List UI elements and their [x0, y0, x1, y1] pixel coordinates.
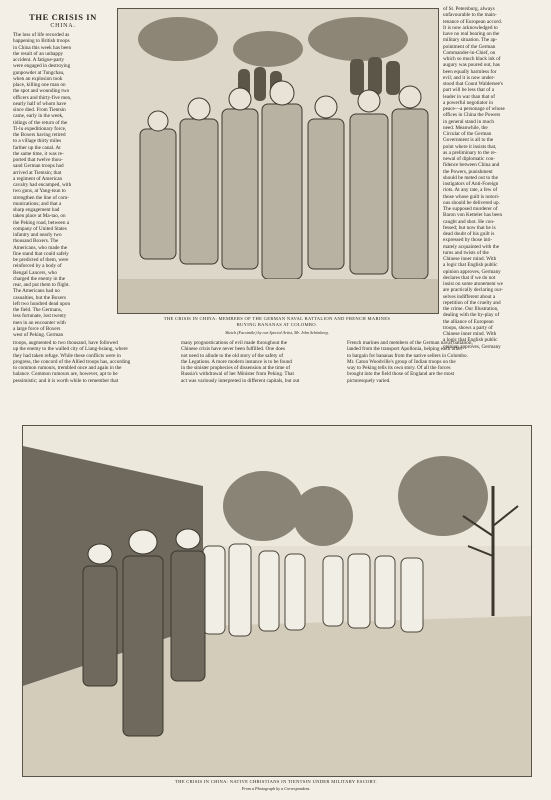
text-line: instigators of Anti-Foreign — [443, 181, 499, 187]
text-line: Circular of the German — [443, 131, 492, 137]
text-line: need. Meanwhile, the — [443, 124, 488, 131]
text-line: evil; and it is now under- — [443, 74, 495, 81]
text-line: a powerful negotiator in — [443, 99, 493, 106]
text-line: casualties, but the Boxers — [13, 294, 67, 301]
text-line: are practically declaring our- — [443, 287, 503, 294]
text-line: expressed by those inti- — [443, 237, 493, 244]
text-line: charged the enemy in the — [13, 275, 66, 282]
text-line: part will be less that of a — [443, 87, 494, 94]
text-line: the alliance of European — [443, 318, 494, 325]
text-line: military situation. The ap- — [443, 37, 498, 44]
text-line: unfavourable to the main- — [443, 12, 497, 19]
text-line: to common rumours, trembled once and again in the — [13, 365, 122, 371]
bottom-text-column-2 — [181, 340, 339, 384]
text-line: many prognostications of evil made throughout the — [181, 340, 288, 346]
text-line: not need to allude to the old story of the safety of — [181, 352, 284, 359]
text-line: ported that twelve thou- — [13, 157, 63, 163]
text-line: the field. The Germans, — [13, 307, 63, 313]
right-article-column — [443, 6, 539, 350]
text-line: Russia's withdrawal of her Minister from Peking. That — [181, 371, 294, 378]
text-line: The loss of life recorded as — [13, 32, 70, 38]
text-line: be predicted of them, were — [13, 257, 69, 263]
text-line: brought into the field those of England are the most — [347, 371, 455, 378]
text-line: Chinese crisis have never been fulfilled. One does — [181, 346, 286, 353]
text-line: tenance of European accord. — [443, 18, 503, 25]
text-line: strengthen the line of com- — [13, 194, 69, 201]
left-article-column — [13, 32, 111, 338]
bananas-market-engraving — [118, 9, 438, 313]
text-line: the crime. Our Illustration, — [443, 306, 499, 312]
text-line: of St. Petersburg, always — [443, 6, 495, 12]
text-line: declares that if we do not — [443, 274, 496, 281]
text-line: way to Peking tells its own story. Of all the forces — [347, 365, 451, 371]
text-line: the Boxers having retired — [13, 132, 66, 138]
text-line: to a village thirty miles — [13, 138, 62, 145]
text-line: reinforced by a body of — [13, 263, 62, 270]
bottom-text-column-1 — [13, 340, 171, 384]
text-line: a logic that English public — [443, 337, 498, 344]
text-line: in the sinister prophecies of dissension at the time of — [181, 365, 291, 371]
text-line: came, early in the week, — [13, 113, 64, 120]
text-line: fidence between China and — [443, 162, 500, 169]
text-line: a regiment of American — [13, 175, 63, 182]
text-line: troops, shows a party of — [443, 324, 493, 331]
text-line: since died. From Tientsin — [13, 107, 66, 113]
text-line: progress, the concord of the Allied troops has, according — [13, 358, 131, 365]
text-line: act was variously interpreted in different capitals, but out — [181, 377, 300, 384]
text-line: to bargain for bananas from the native sellers in Colombo. — [347, 352, 468, 359]
text-line: Commander-in-Chief, on — [443, 49, 496, 56]
text-line: offices in China the Powers — [443, 112, 501, 119]
text-line: opinion approves, Germany — [443, 343, 501, 350]
text-line: Americans, who made the — [13, 244, 68, 251]
text-line: sharp engagement had — [13, 207, 60, 213]
text-line: pointment of the German — [443, 43, 496, 50]
text-line: a large force of Boxers — [13, 325, 61, 332]
page-title: THE CRISIS IN — [29, 12, 97, 22]
text-line: gunpowder at Tungchau, — [13, 69, 65, 76]
text-line: west of Peking. German — [13, 332, 64, 338]
top-illustration-credit: Sketch (Facsimile) by our Special Artist, Mr. John Schönberg. — [225, 330, 329, 335]
text-line: Bengal Lancers, who — [13, 269, 57, 276]
text-line: French marines and members of the German naval battalion, — [347, 340, 473, 346]
text-line: up the enemy to the walled city of Liang-hsiang, where — [13, 346, 128, 353]
text-line: pessimistic; and it is worth while to remember that — [13, 377, 119, 384]
text-line: leader in war than that of — [443, 93, 495, 100]
bottom-illustration-caption: THE CRISIS IN CHINA: NATIVE CHRISTIANS IN TIENTSIN UNDER MILITARY ESCORT. — [175, 779, 377, 784]
text-line: less fortunate, lost twenty — [13, 313, 67, 320]
text-line: opinion approves, Germany — [443, 268, 501, 275]
text-line: mately acquainted with the — [443, 243, 500, 250]
text-line: stood that Count Waldersee's — [443, 81, 503, 87]
text-line: fine stand that could safely — [13, 250, 69, 257]
text-line: munications; and that a — [13, 200, 62, 207]
text-line: company of United States — [13, 225, 67, 232]
text-line: two guns, at Yang-tsun to — [13, 188, 66, 195]
text-line: happening to British troops — [13, 38, 70, 45]
text-line: augury was poured out, has — [443, 62, 500, 69]
text-line: farther up the canal. At — [13, 144, 61, 151]
text-line: insist on some atonement we — [443, 281, 503, 287]
text-line: left two hundred dead upon — [13, 300, 71, 307]
text-line: It is now acknowledged to — [443, 24, 498, 31]
text-line: Chinese inner mind. With — [443, 331, 497, 337]
text-line: in China this week has been — [13, 44, 72, 51]
text-line: the same time, it was re- — [13, 150, 64, 157]
text-line: have no real bearing on the — [443, 31, 500, 37]
bottom-illustration-credit: From a Photograph by a Correspondent. — [241, 786, 311, 791]
text-line: Baron von Ketteler has been — [443, 212, 503, 219]
text-line: troops, augmented to two thousand, have followed — [13, 340, 118, 346]
text-line: balance. Common rumours are, however, apt to be — [13, 371, 118, 378]
text-line: dealing with the by-play of — [443, 312, 500, 319]
text-line: were engaged in destroying — [13, 63, 71, 70]
text-line: arrived at Tientsin; that — [13, 169, 62, 176]
text-line: the Powers, punishment — [443, 168, 493, 175]
text-line: The Americans had no — [13, 288, 60, 295]
text-line: accident. A fatigue-party — [13, 57, 65, 63]
text-line: should be meted out to the — [443, 174, 498, 181]
text-line: dead doubt of his guilt is — [443, 231, 495, 237]
text-line: when an explosion took — [13, 75, 63, 82]
text-line: they had taken refuge. While these conflicts were in — [13, 352, 121, 359]
text-line: officers and thirty-five men, — [13, 94, 72, 101]
text-line: the spot and wounding two — [13, 88, 70, 95]
text-line: cavalry had encamped, with — [13, 182, 72, 188]
text-line: men in an encounter with — [13, 319, 66, 326]
text-line: which so much black ink of — [443, 56, 501, 62]
text-line: Government is all to the — [443, 137, 494, 144]
text-line: as a preliminary to the re- — [443, 149, 497, 156]
text-line: newal of diplomatic con- — [443, 156, 496, 162]
text-line: infantry and nearly two — [13, 232, 62, 238]
text-line: the Peking road, between a — [13, 219, 70, 226]
tientsin-escort-engraving — [23, 426, 531, 776]
text-line: caught and shot. He con- — [443, 218, 495, 225]
page-subtitle: CHINA. — [50, 23, 76, 29]
text-line: Chinese inner mind. With — [443, 256, 497, 262]
top-illustration — [117, 8, 439, 314]
top-illustration-caption-line2: BUYING BANANAS AT COLOMBO. — [236, 322, 318, 327]
text-line: riots. At any rate, a few of — [443, 187, 498, 194]
text-line: Ti-lu expeditionary force, — [13, 125, 67, 132]
top-illustration-caption: THE CRISIS IN CHINA: MEMBERS OF THE GERMAN NAVAL BATTALION AND FRENCH MARINES — [163, 316, 391, 321]
text-line: ous should be delivered up. — [443, 199, 500, 206]
text-line: thousand Boxers. The — [13, 238, 59, 245]
text-line: peace—a personage of whose — [443, 106, 505, 112]
text-line: selves indifferent about a — [443, 293, 496, 300]
bottom-illustration — [22, 425, 532, 777]
text-line: nearly half of whom have — [13, 100, 67, 107]
text-line: been equally harmless for — [443, 68, 497, 75]
text-line: the result of an unhappy — [13, 50, 64, 57]
text-line: Mr. Caton Woodville's group of Indian troops on the — [347, 358, 456, 365]
text-line: in general stand in much — [443, 118, 494, 125]
text-line: a logic that English public — [443, 262, 498, 269]
text-line: the Legations. A more modern instance is to be found — [181, 358, 292, 365]
text-line: place, killing one man on — [13, 82, 66, 88]
text-line: rear, and put them to flight. — [13, 282, 70, 288]
text-line: those whose guilt is notori- — [443, 193, 500, 200]
text-line: turns and twists of the — [443, 249, 489, 256]
text-line: The supposed murderer of — [443, 206, 498, 212]
text-line: picturesquely varied. — [347, 377, 391, 384]
bottom-text-column-3 — [347, 340, 539, 384]
text-line: taken place at Ma-tao, on — [13, 213, 66, 220]
text-line: landed from the transport Apollonia, helping each other — [347, 346, 463, 353]
text-line: tidings of the return of the — [13, 119, 68, 126]
text-line: repetition of the cruelty and — [443, 299, 501, 306]
text-line: sand German troops had — [13, 163, 64, 170]
text-line: point where it insists that, — [443, 143, 497, 150]
text-line: fessed; but now that he is — [443, 224, 496, 231]
